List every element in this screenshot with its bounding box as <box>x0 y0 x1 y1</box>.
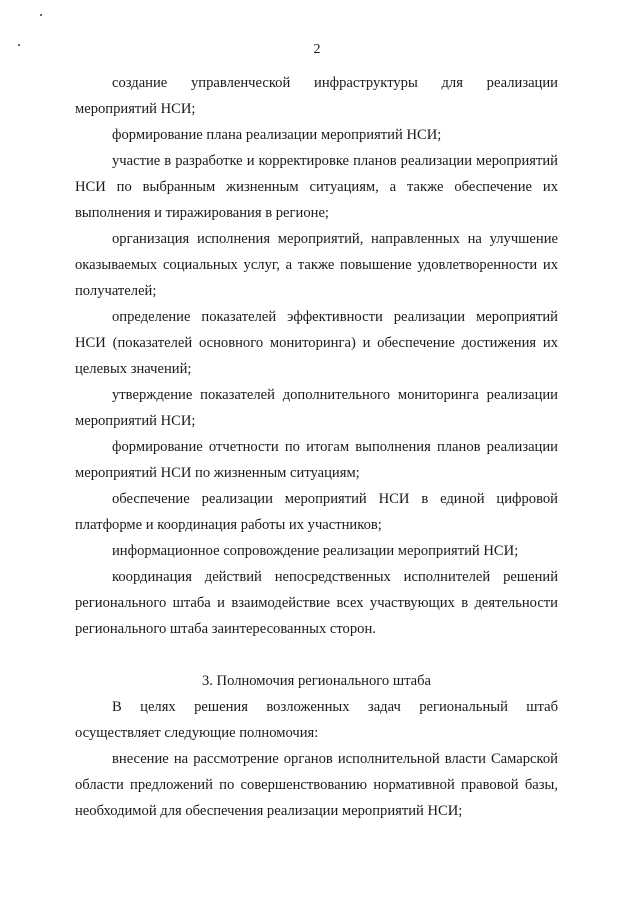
section-heading: 3. Полномочия регионального штаба <box>201 673 432 689</box>
paragraph: формирование плана реализации мероприятий НСИ; <box>112 127 442 143</box>
paragraph: информационное сопровождение реализации мероприятий НСИ; <box>112 543 519 559</box>
paragraph: участие в разработке и корректировке планов реализации мероприятий НСИ по выбранным жизненным ситуациям, а также обеспечение их выполнения и тиражирования в регионе; <box>75 153 558 221</box>
paragraph: организация исполнения мероприятий, направленных на улучшение оказываемых социальных услуг, а также повышение удовлетворенности их получателей; <box>75 231 558 299</box>
section-spacer <box>75 642 558 668</box>
document-body <box>75 70 558 824</box>
paragraph: внесение на рассмотрение органов исполнительной власти Самарской области предложений по совершенствованию нормативной правовой базы, необходимой для обеспечения реализации мероприятий НСИ; <box>75 751 558 819</box>
paragraph: обеспечение реализации мероприятий НСИ в единой цифровой платформе и координация работы их участников; <box>75 491 558 533</box>
paragraph: создание управленческой инфраструктуры для реализации мероприятий НСИ; <box>75 75 558 117</box>
paragraph: утверждение показателей дополнительного мониторинга реализации мероприятий НСИ; <box>75 387 558 429</box>
paragraph: В целях решения возложенных задач региональный штаб осуществляет следующие полномочия: <box>75 699 558 741</box>
paragraph: определение показателей эффективности реализации мероприятий НСИ (показателей основного мониторинга) и обеспечение достижения их целевых значений; <box>75 309 558 377</box>
page-number: 2 <box>313 42 321 57</box>
paragraph: формирование отчетности по итогам выполнения планов реализации мероприятий НСИ по жизненным ситуациям; <box>75 439 558 481</box>
scan-speck <box>40 14 42 16</box>
paragraph: координация действий непосредственных исполнителей решений регионального штаба и взаимодействие всех участвующих в деятельности регионального штаба заинтересованных сторон. <box>75 569 558 637</box>
